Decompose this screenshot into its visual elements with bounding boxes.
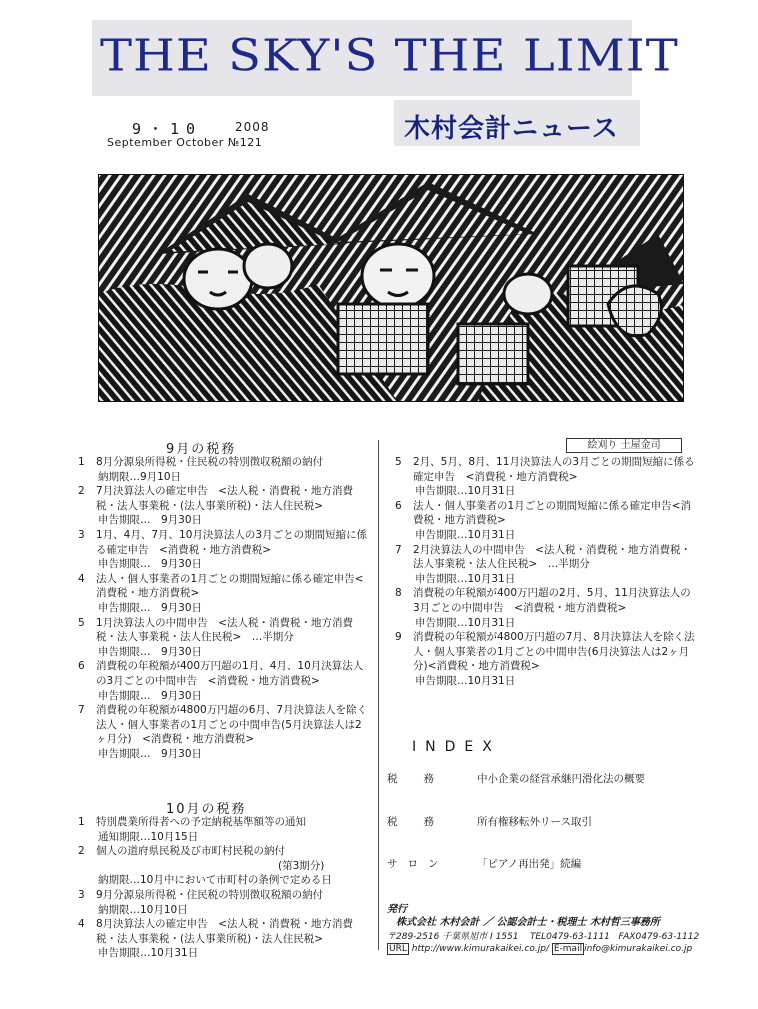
list-item: 7 2月決算法人の中間申告 <法人税・消費税・地方消費税・法人事業税・法人住民税> …半期分 (395, 543, 691, 571)
due-date: 申告期限… 9月30日 (98, 558, 203, 571)
due-date: 申告期限… 9月30日 (98, 601, 203, 614)
issue-months: 9・10 (132, 120, 203, 138)
due-date: 申告期限… 9月30日 (98, 689, 203, 702)
index-topic: 所有権移転外リース取引 (477, 816, 592, 828)
publisher-url[interactable]: http://www.kimurakaikei.co.jp/ (411, 944, 549, 954)
due-date: 納期限…10月10日 (98, 903, 188, 916)
list-item: 3 9月分源泉所得税・住民税の特別徴収税額の納付 (78, 888, 324, 901)
email-label: E-mail (553, 944, 583, 954)
list-item: 1 特別農業所得者への予定納税基準額等の通知 (78, 816, 306, 828)
index-category: 税務 (387, 816, 460, 828)
september-heading: 9月の税務 (166, 442, 237, 457)
due-date: 申告期限…10月31日 (98, 947, 199, 960)
due-date: 納期限…10月中において市町村の条例で定める日 (98, 874, 332, 887)
publisher-tel: TEL0479-63-1111 (529, 932, 610, 942)
list-item: 2 7月決算法人の確定申告 <法人税・消費税・地方消費税・法人事業税・(法人事業所税)・法人住民税> (78, 485, 353, 512)
issue-year: 2008 (235, 120, 270, 134)
list-item: 4 8月決算法人の確定申告 <法人税・消費税・地方消費税・法人事業税・(法人事業所税)・法人住民税> (78, 918, 353, 945)
due-date: 申告期限…10月31日 (415, 528, 516, 541)
url-label: URL (389, 944, 407, 954)
list-item: 6 法人・個人事業者の1月ごとの期間短縮に係る確定申告<消費税・地方消費税> (395, 499, 691, 527)
due-date: 申告期限… 9月30日 (98, 645, 203, 658)
due-date: 申告期限…10月31日 (415, 572, 516, 585)
list-item: 2 個人の道府県民税及び市町村民税の納付 (78, 845, 285, 858)
publisher-label: 発行 (387, 904, 407, 915)
publisher-fax: FAX0479-63-1112 (618, 932, 700, 942)
list-item: 5 1月決算法人の中間申告 <法人税・消費税・地方消費税・法人事業税・法人住民税> …半期分 (78, 616, 353, 644)
october-tax-list-continued (395, 455, 695, 689)
publisher-address: 〒289-2516 千葉県旭市 I 1551 (387, 932, 519, 942)
due-date: 申告期限…10月31日 (415, 674, 516, 687)
publisher-name: 株式会社 木村会計 ／ 公認会計士・税理士 木村哲三事務所 (396, 917, 660, 928)
list-item: 8 消費税の年税額が400万円超の2月、5月、11月決算法人の3月ごとの中間申告 <消費税・地方消費税> (395, 587, 691, 614)
due-date: 申告期限… 9月30日 (98, 747, 203, 760)
due-date: 納期限…9月10日 (98, 470, 182, 483)
list-item: 6 消費税の年税額が400万円超の1月、4月、10月決算法人の3月ごとの中間申告 <消費税・地方消費税> (78, 660, 364, 687)
publisher-address-line (387, 929, 699, 942)
index-heading: INDEX (412, 739, 501, 755)
illustration-credit: 絵刈り 土屋金司 (566, 438, 682, 453)
list-item: 7 消費税の年税額が4800万円超の6月、7月決算法人を除く法人・個人事業者の1月ごとの中間申告(5月決算法人は2ヶ月分) <消費税・地方消費税> (78, 704, 368, 746)
index-topic: 中小企業の経営承継円滑化法の概要 (477, 773, 645, 785)
september-tax-list (78, 455, 370, 761)
index-row (387, 856, 581, 871)
publisher-web-line (387, 944, 692, 954)
october-tax-list (78, 815, 370, 961)
list-item: 5 2月、5月、8月、11月決算法人の3月ごとの期間短縮に係る確定申告 <消費税・地方消費税> (395, 456, 695, 483)
list-item: 4 法人・個人事業者の1月ごとの期間短縮に係る確定申告<消費税・地方消費税> (78, 572, 364, 600)
index-topic: 「ピアノ再出発」続編 (477, 858, 582, 870)
index-category: サロン (387, 858, 449, 870)
list-item: 9 消費税の年税額が4800万円超の7月、8月決算法人を除く法人・個人事業者の1月ごとの中間申告(6月決算法人は2ヶ月分)<消費税・地方消費税> (395, 631, 695, 673)
due-date: 申告期限…10月31日 (415, 616, 516, 629)
index-row (387, 814, 592, 829)
index-category: 税務 (387, 773, 460, 785)
woodcut-illustration (98, 174, 684, 402)
masthead-title: THE SKY'S THE LIMIT (100, 30, 679, 82)
due-date: 申告期限… 9月30日 (98, 514, 203, 527)
index-row (387, 771, 645, 786)
publisher-email[interactable]: info@kimurakaikei.co.jp (584, 944, 693, 954)
newsletter-name: 木村会計ニュース (404, 114, 619, 144)
period-note: (第3期分) (278, 859, 325, 872)
list-item: 1 8月分源泉所得税・住民税の特別徴収税額の納付 (78, 456, 324, 468)
list-item: 3 1月、4月、7月、10月決算法人の3月ごとの期間短縮に係る確定申告 <消費税・地方消費税> (78, 528, 368, 556)
issue-number: September October №121 (107, 136, 263, 149)
due-date: 通知期限…10月15日 (98, 830, 199, 843)
october-heading: 10月の税務 (166, 802, 247, 817)
due-date: 申告期限…10月31日 (415, 485, 516, 498)
column-divider (378, 440, 379, 950)
